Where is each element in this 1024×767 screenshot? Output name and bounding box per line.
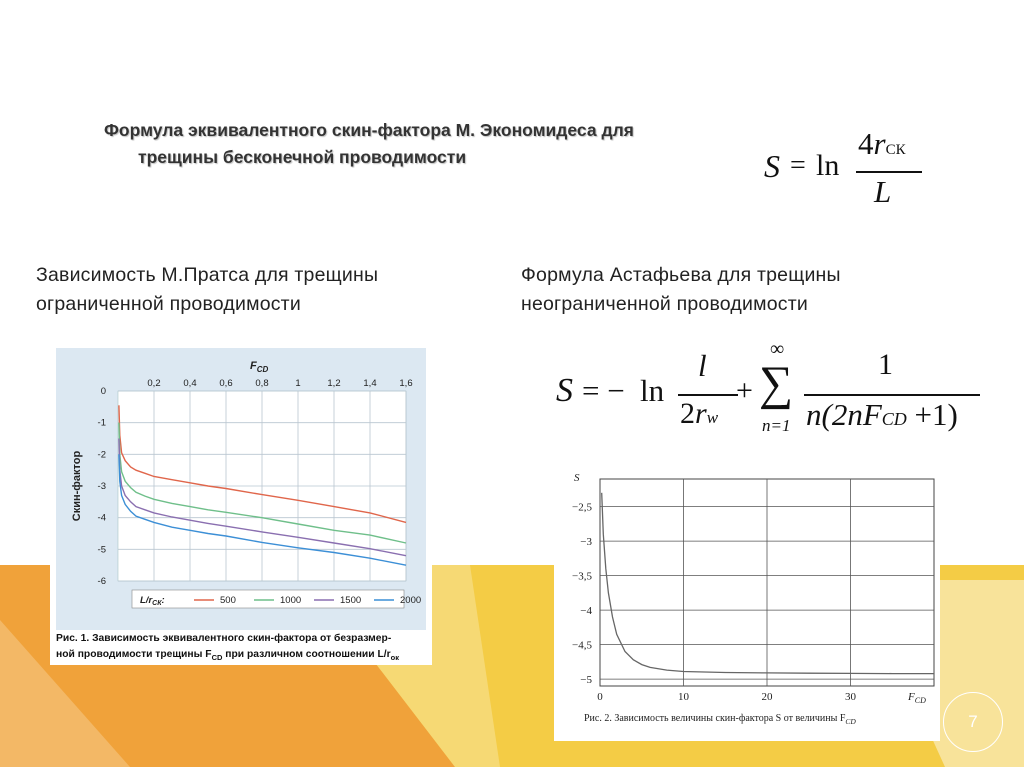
- formula1-num-var: r: [873, 126, 886, 161]
- formula2-frac2-num: 1: [878, 348, 893, 381]
- chart1-caption-line-2-post: при различном соотношении L/r: [222, 649, 391, 660]
- chart1-y-tick: 0: [100, 386, 106, 397]
- chart1-legend-label-1000: 1000: [280, 595, 302, 606]
- formula2-plus: +: [736, 374, 753, 407]
- formula2-frac2-bar: [804, 394, 980, 396]
- chart1-caption-sub2: ок: [390, 653, 399, 663]
- chart2-x-tick: 0: [597, 691, 603, 703]
- formula2-eq: = −: [582, 373, 625, 408]
- slide-title: [104, 117, 714, 171]
- formula1-ln: ln: [816, 149, 840, 182]
- prats-figure: [50, 343, 432, 665]
- page-number: 7: [943, 692, 1003, 752]
- chart2-x-axis-label: $F_{CD}$: [908, 691, 926, 705]
- right-heading-line-2: неограниченной проводимости: [521, 293, 808, 315]
- astafiev-chart: [554, 465, 940, 741]
- chart1-x-tick: 1,2: [327, 378, 341, 389]
- chart1-legend-label-2000: 2000: [400, 595, 422, 606]
- chart1-top-label-main: F: [250, 360, 257, 372]
- chart1-caption-sub: CD: [211, 653, 223, 663]
- chart1-y-tick: -4: [97, 512, 106, 524]
- chart2-y-tick: −3,5: [572, 570, 592, 583]
- prats-chart: [50, 343, 432, 665]
- left-heading-line-1: Зависимость М.Пратса для трещины: [36, 264, 379, 286]
- formula2-frac1-bar: [678, 394, 738, 396]
- formula2-frac1-den: [680, 397, 718, 431]
- formula2-lhs: S: [556, 372, 573, 409]
- formula2-frac1-den-coef: 2: [680, 397, 695, 430]
- chart2-y-tick: −3: [580, 536, 592, 549]
- chart1-x-tick: 1,6: [399, 378, 413, 389]
- chart2-y-tick: −4: [580, 605, 592, 618]
- chart2-y-tick: −2,5: [572, 501, 592, 514]
- chart1-legend-label-1500: 1500: [340, 595, 362, 606]
- chart1-legend-box: [132, 590, 404, 608]
- formula1-num-coef: 4: [858, 126, 874, 161]
- right-heading: [521, 261, 1001, 319]
- formula2-sum-sign: ∑: [759, 357, 794, 410]
- chart1-y-tick: -1: [97, 417, 106, 429]
- formula2-frac2-den: [806, 397, 958, 433]
- formula1-numerator: [858, 126, 906, 162]
- chart1-x-tick: 1: [295, 378, 301, 389]
- chart2-y-axis-label: S: [574, 472, 580, 484]
- formula1-eq: =: [790, 150, 806, 181]
- chart1-y-tick: -6: [97, 576, 106, 587]
- chart2-caption-text: Рис. 2. Зависимость величины скин-фактора S от величины F: [584, 713, 846, 724]
- chart1-x-tick: 0,6: [219, 378, 233, 389]
- formula2-frac2-den-sub: CD: [881, 409, 907, 429]
- left-heading: [36, 261, 476, 319]
- formula1-fraction-bar: [856, 171, 922, 173]
- chart1-y-tick: -2: [97, 449, 106, 461]
- title-line-1: Формула эквивалентного скин-фактора М. Экономидеса для: [104, 120, 634, 140]
- chart1-caption-line-2: [56, 647, 428, 666]
- title-line-2: трещины бесконечной проводимости: [138, 147, 467, 167]
- chart2-caption-sub: CD: [845, 717, 856, 726]
- formula1-num-sub: СК: [885, 142, 906, 158]
- chart1-x-tick: 0,8: [255, 378, 269, 389]
- formula1-denominator: L: [874, 174, 892, 209]
- chart1-legend-label-500: 500: [220, 595, 236, 606]
- chart2-x-tick: 20: [761, 691, 773, 703]
- chart1-caption-line-1: Рис. 1. Зависимость эквивалентного скин-фактора от безразмер-: [56, 633, 392, 644]
- chart1-y-tick: -3: [97, 481, 106, 492]
- formula2-frac1-den-sub: w: [706, 408, 719, 427]
- formula2-sum-lower: n=1: [762, 416, 791, 435]
- chart1-x-tick: 0,2: [147, 378, 161, 389]
- chart1-x-tick: 0,4: [183, 378, 197, 389]
- chart2-y-tick: −5: [580, 674, 592, 687]
- chart1-x-tick: 1,4: [363, 378, 377, 389]
- chart2-x-tick: 30: [845, 691, 856, 703]
- chart2-caption: [584, 713, 924, 726]
- chart1-y-tick: -5: [97, 544, 106, 556]
- formula2-frac1-num: l: [698, 348, 707, 383]
- chart1-legend-title: $L/r_{СК}$:: [140, 595, 165, 607]
- chart1-y-axis-label: Скин-фактор: [71, 450, 83, 522]
- left-heading-line-2: ограниченной проводимости: [36, 293, 301, 315]
- formula-economides: [764, 128, 934, 212]
- chart1-top-label-sub: CD: [256, 365, 269, 374]
- chart2-y-tick: −4,5: [572, 639, 592, 652]
- formula2-frac2-den-pre: n(2nF: [806, 397, 882, 432]
- formula1-lhs: S: [764, 148, 780, 184]
- astafiev-figure: [554, 465, 940, 741]
- chart2-x-tick: 10: [678, 691, 689, 703]
- chart1-caption: [56, 631, 428, 666]
- formula-astafiev: [556, 338, 996, 450]
- formula2-sum-upper: ∞: [770, 338, 785, 360]
- formula2-ln: ln: [640, 373, 665, 408]
- formula2-frac2-den-post: +1): [906, 397, 958, 432]
- right-heading-line-1: Формула Астафьева для трещины: [521, 264, 841, 286]
- chart1-caption-line-2-text: ной проводимости трещины F: [56, 649, 212, 660]
- formula2-frac1-den-var: r: [695, 397, 707, 430]
